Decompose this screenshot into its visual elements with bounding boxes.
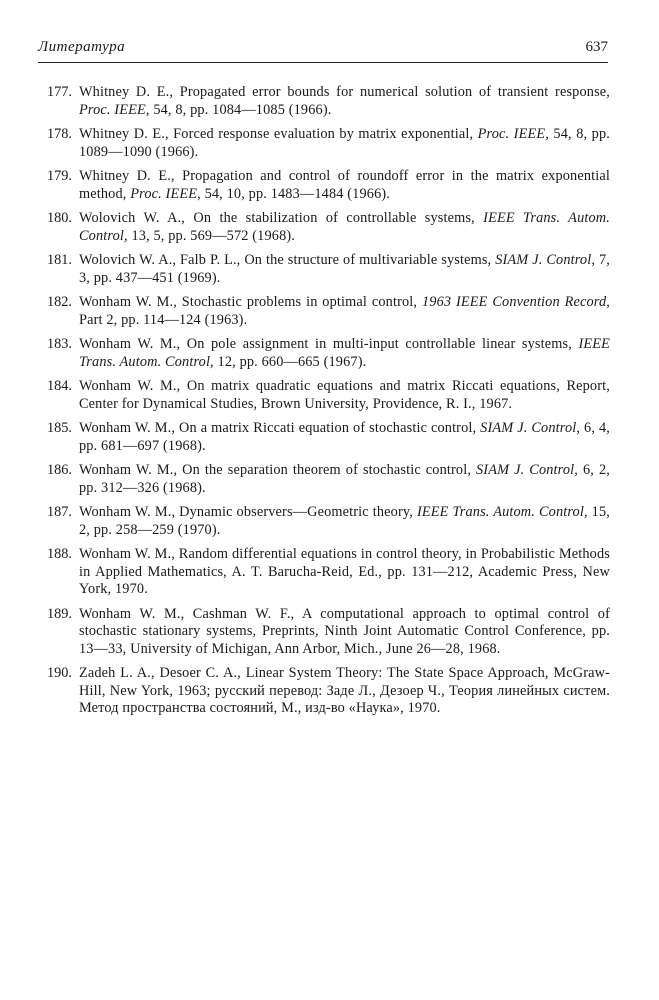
reference-item: [38, 252, 610, 287]
reference-authors: Wolovich W. A., Falb P. L.,: [79, 252, 241, 268]
reference-title: Stochastic problems in optimal control,: [181, 294, 418, 310]
reference-venue: Proc. IEEE,: [130, 185, 201, 202]
reference-text: [79, 252, 610, 287]
reference-title: On the separation theorem of stochastic control,: [182, 462, 472, 478]
reference-authors: Wonham W. M., Cashman W. F.,: [79, 605, 295, 622]
reference-details: 6, 2, pp. 312—326 (1968).: [79, 462, 610, 496]
reference-item: [38, 126, 610, 161]
reference-text: [79, 462, 610, 497]
reference-number: 188.: [46, 546, 72, 562]
reference-number: 184.: [46, 378, 72, 394]
reference-authors: Wonham W. M.,: [79, 294, 177, 310]
reference-number: 180.: [46, 210, 72, 226]
reference-text: [79, 665, 610, 718]
reference-authors: Wonham W. M.,: [79, 336, 181, 352]
reference-authors: Wonham W. M.,: [79, 420, 176, 436]
reference-details: 54, 8, pp. 1089—1090 (1966).: [79, 126, 610, 160]
reference-item: [38, 420, 610, 455]
reference-text: [79, 420, 610, 455]
reference-authors: Zadeh L. A., Desoer C. A.,: [79, 665, 241, 681]
reference-number: 183.: [46, 336, 72, 352]
reference-authors: Wonham W. M.,: [79, 462, 178, 478]
reference-title: Propagation and control of roundoff error in the matrix exponential method,: [79, 168, 610, 202]
reference-details: 54, 10, pp. 1483—1484 (1966).: [204, 185, 391, 202]
page-number: 637: [585, 39, 608, 55]
reference-venue: IEEE Trans. Autom. Control,: [416, 504, 588, 520]
reference-number: 177.: [46, 84, 72, 100]
reference-number: 187.: [46, 504, 72, 520]
reference-text: [79, 294, 610, 329]
reference-details: Part 2, pp. 114—124 (1963).: [79, 311, 248, 328]
reference-title: On the structure of multivariable systems,: [244, 252, 492, 268]
reference-item: [38, 336, 610, 371]
reference-item: [38, 606, 610, 659]
reference-item: [38, 665, 610, 718]
reference-authors: Wonham W. M.,: [79, 546, 175, 562]
reference-venue: IEEE Trans. Autom. Control,: [79, 336, 611, 370]
reference-text: [79, 210, 610, 245]
reference-number: 189.: [46, 605, 72, 622]
reference-authors: Wolovich W. A.,: [79, 210, 186, 226]
reference-title: On pole assignment in multi-input controllable linear systems,: [186, 336, 572, 352]
reference-number: 181.: [46, 252, 72, 268]
reference-item: [38, 546, 610, 599]
reference-title: On a matrix Riccati equation of stochastic control,: [179, 420, 477, 436]
reference-authors: Whitney D. E.,: [79, 126, 169, 142]
reference-item: [38, 378, 610, 413]
reference-text: [79, 606, 610, 659]
reference-item: [38, 504, 610, 539]
reference-title: On matrix quadratic equations and matrix Riccati equations, Report, Center for Dynamical Studies, Brown University, Providence, R. I., 1967.: [79, 378, 610, 412]
reference-title: On the stabilization of controllable systems,: [193, 210, 475, 226]
reference-title: Propagated error bounds for numerical solution of transient response,: [179, 84, 611, 100]
reference-details: 54, 8, pp. 1084—1085 (1966).: [153, 101, 332, 118]
reference-text: [79, 126, 610, 161]
reference-venue: SIAM J. Control,: [480, 420, 581, 436]
reference-details: 15, 2, pp. 258—259 (1970).: [79, 504, 610, 538]
reference-venue: SIAM J. Control,: [476, 462, 579, 478]
reference-authors: Wonham W. M.,: [79, 504, 176, 520]
reference-title: A computational approach to optimal control of stochastic stationary systems, Preprints, Ninth Joint Automatic Control Conference, pp. 13—33, University of Michigan, Ann Arbor, Mich., June 26—28, 1968.: [79, 605, 610, 657]
reference-venue: 1963 IEEE Convention Record,: [421, 294, 610, 310]
reference-number: 182.: [46, 294, 72, 310]
reference-details: 13, 5, pp. 569—572 (1968).: [131, 227, 296, 244]
reference-number: 190.: [46, 665, 72, 681]
reference-item: [38, 210, 610, 245]
reference-text: [79, 168, 610, 203]
reference-authors: Whitney D. E.,: [79, 84, 174, 100]
reference-item: [38, 84, 610, 119]
reference-authors: Wonham W. M.,: [79, 378, 181, 394]
reference-item: [38, 168, 610, 203]
reference-text: [79, 84, 610, 119]
reference-venue: IEEE Trans. Autom. Control,: [79, 210, 610, 244]
reference-venue: Proc. IEEE,: [79, 101, 150, 118]
reference-item: [38, 462, 610, 497]
reference-text: [79, 504, 610, 539]
reference-item: [38, 294, 610, 329]
reference-number: 186.: [46, 462, 72, 478]
reference-details: 6, 4, pp. 681—697 (1968).: [79, 420, 610, 454]
reference-title: Dynamic observers—Geometric theory,: [179, 504, 413, 520]
running-title: Литература: [38, 39, 126, 55]
reference-text: [79, 546, 610, 599]
reference-number: 179.: [46, 168, 72, 184]
reference-text: [79, 336, 610, 371]
reference-list: [38, 84, 610, 725]
reference-number: 178.: [46, 126, 72, 142]
reference-text: [79, 378, 610, 413]
reference-title: Linear System Theory: The State Space Approach, McGraw-Hill, New York, 1963; русский перевод: Заде Л., Дезоер Ч., Теория линейных систем. Метод пространства состояний, М., изд-во «Наука», 1970.: [79, 665, 610, 716]
reference-number: 185.: [46, 420, 72, 436]
reference-details: 7, 3, pp. 437—451 (1969).: [79, 252, 611, 286]
reference-venue: SIAM J. Control,: [495, 252, 596, 268]
reference-title: Forced response evaluation by matrix exponential,: [173, 126, 474, 142]
reference-details: 12, pp. 660—665 (1967).: [217, 353, 367, 370]
reference-authors: Whitney D. E.,: [79, 168, 175, 184]
reference-title: Random differential equations in control theory, in Probabilistic Methods in Applied Mathematics, A. T. Barucha-Reid, Ed., pp. 131—212, Academic Press, New York, 1970.: [79, 546, 610, 597]
reference-venue: Proc. IEEE,: [477, 126, 549, 142]
page-header: [38, 38, 608, 63]
